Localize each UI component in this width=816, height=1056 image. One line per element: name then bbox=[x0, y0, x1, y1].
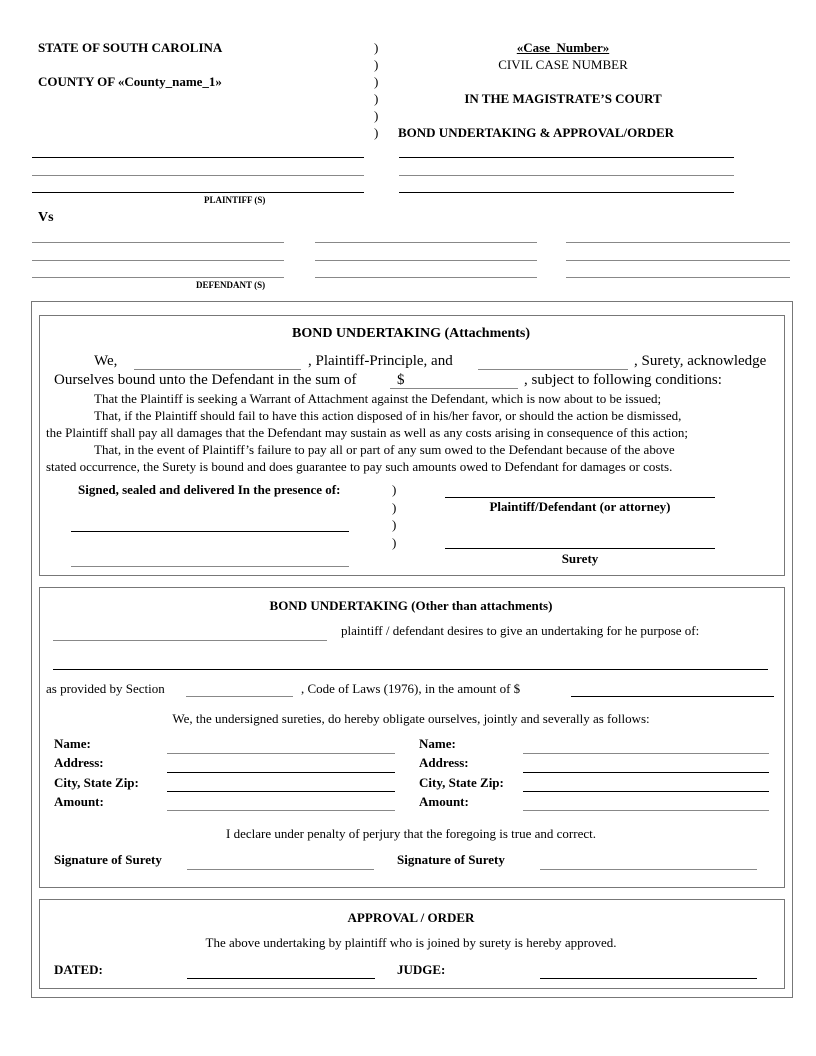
state-label: STATE OF SOUTH CAROLINA bbox=[38, 40, 223, 55]
amount-field[interactable] bbox=[571, 696, 774, 697]
plaintiff-principle-field[interactable] bbox=[134, 369, 301, 370]
condition-2a: That, if the Plaintiff should fail to have this action disposed of in his/her favor, or should the action be dismissed, bbox=[94, 408, 682, 423]
dated-field[interactable] bbox=[187, 978, 375, 979]
attachments-title: BOND UNDERTAKING (Attachments) bbox=[291, 326, 530, 341]
defendant-line[interactable] bbox=[32, 260, 284, 261]
surety2-address-field[interactable] bbox=[523, 772, 769, 773]
undersigned-text: We, the undersigned sureties, do hereby obligate ourselves, jointly and severally as follows: bbox=[172, 711, 650, 726]
condition-2b: the Plaintiff shall pay all damages that the Defendant may sustain as well as any costs arising in consequence of this action; bbox=[46, 425, 689, 440]
paren: ) bbox=[392, 517, 397, 532]
paren: ) bbox=[392, 535, 397, 550]
plaintiff-line[interactable] bbox=[32, 192, 364, 193]
case-info-line[interactable] bbox=[399, 157, 734, 158]
surety-ack-label: , Surety, acknowledge bbox=[634, 353, 767, 369]
plaintiff-label: PLAINTIFF (S) bbox=[204, 195, 266, 205]
court-label: IN THE MAGISTRATE’S COURT bbox=[464, 91, 662, 106]
surety-signature-label: Surety bbox=[561, 551, 599, 566]
condition-3a: That, in the event of Plaintiff’s failure to pay all or part of any sum owed to the Defendant because of the above bbox=[94, 442, 675, 457]
approval-text: The above undertaking by plaintiff who is joined by surety is hereby approved. bbox=[205, 935, 617, 950]
plaintiff-signature-label: Plaintiff/Defendant (or attorney) bbox=[489, 499, 671, 514]
surety1-address-field[interactable] bbox=[167, 772, 395, 773]
condition-3b: stated occurrence, the Surety is bound and does guarantee to pay such amounts owed to Defendant for damages or costs. bbox=[46, 459, 673, 474]
judge-signature-field[interactable] bbox=[540, 978, 757, 979]
address-label: Address: bbox=[54, 755, 104, 770]
sum-field[interactable] bbox=[390, 388, 518, 389]
city-label: City, State Zip: bbox=[419, 775, 504, 790]
surety-signature-label: Signature of Surety bbox=[54, 852, 162, 867]
surety2-amount-field[interactable] bbox=[523, 810, 769, 811]
defendant-label: DEFENDANT (S) bbox=[196, 280, 266, 290]
county-label: COUNTY OF «County_name_1» bbox=[38, 74, 222, 89]
vs-label: Vs bbox=[38, 210, 54, 225]
plaintiff-line[interactable] bbox=[32, 175, 364, 176]
approval-title: APPROVAL / ORDER bbox=[347, 910, 475, 925]
paren: ) bbox=[392, 482, 397, 497]
defendant-line[interactable] bbox=[315, 242, 537, 243]
paren: ) bbox=[374, 125, 379, 140]
surety1-name-field[interactable] bbox=[167, 753, 395, 754]
surety-signature-line[interactable] bbox=[445, 548, 715, 549]
party-name-field[interactable] bbox=[53, 640, 327, 641]
civil-case-number-label: CIVIL CASE NUMBER bbox=[498, 57, 628, 72]
code-label: , Code of Laws (1976), in the amount of $ bbox=[301, 681, 521, 696]
defendant-line[interactable] bbox=[566, 260, 790, 261]
witness-line[interactable] bbox=[71, 566, 349, 567]
case-number-text: «Case_Number» bbox=[516, 40, 610, 55]
paren: ) bbox=[374, 40, 379, 55]
defendant-line[interactable] bbox=[315, 277, 537, 278]
amount-label: Amount: bbox=[54, 794, 104, 809]
defendant-line[interactable] bbox=[566, 242, 790, 243]
witness-line[interactable] bbox=[71, 531, 349, 532]
signed-label: Signed, sealed and delivered In the presence of: bbox=[78, 482, 341, 497]
condition-1: That the Plaintiff is seeking a Warrant of Attachment against the Defendant, which is now about to be issued; bbox=[94, 391, 662, 406]
purpose-field[interactable] bbox=[53, 669, 768, 670]
city-label: City, State Zip: bbox=[54, 775, 139, 790]
surety1-city-field[interactable] bbox=[167, 791, 395, 792]
surety-field[interactable] bbox=[478, 369, 628, 370]
surety2-signature-field[interactable] bbox=[540, 869, 757, 870]
defendant-line[interactable] bbox=[32, 277, 284, 278]
dollar-sign: $ bbox=[397, 372, 405, 388]
paren: ) bbox=[374, 108, 379, 123]
section-field[interactable] bbox=[186, 696, 293, 697]
paren: ) bbox=[392, 500, 397, 515]
surety2-city-field[interactable] bbox=[523, 791, 769, 792]
amount-label: Amount: bbox=[419, 794, 469, 809]
surety2-name-field[interactable] bbox=[523, 753, 769, 754]
paren: ) bbox=[374, 91, 379, 106]
other-title: BOND UNDERTAKING (Other than attachments) bbox=[269, 598, 553, 613]
dated-label: DATED: bbox=[54, 962, 103, 977]
bound-label: Ourselves bound unto the Defendant in the sum of bbox=[54, 372, 357, 388]
plaintiff-principle-label: , Plaintiff-Principle, and bbox=[308, 353, 453, 369]
we-label: We, bbox=[94, 353, 118, 369]
paren: ) bbox=[374, 57, 379, 72]
subject-label: , subject to following conditions: bbox=[524, 372, 722, 388]
form-title: BOND UNDERTAKING & APPROVAL/ORDER bbox=[398, 125, 675, 140]
case-number bbox=[420, 40, 706, 56]
desires-label: plaintiff / defendant desires to give an undertaking for he purpose of: bbox=[341, 623, 700, 638]
judge-label: JUDGE: bbox=[397, 962, 446, 977]
declare-text: I declare under penalty of perjury that the foregoing is true and correct. bbox=[226, 826, 596, 841]
defendant-line[interactable] bbox=[32, 242, 284, 243]
surety-signature-label: Signature of Surety bbox=[397, 852, 505, 867]
plaintiff-signature-line[interactable] bbox=[445, 497, 715, 498]
defendant-line[interactable] bbox=[566, 277, 790, 278]
case-info-line[interactable] bbox=[399, 192, 734, 193]
name-label: Name: bbox=[419, 736, 456, 751]
defendant-line[interactable] bbox=[315, 260, 537, 261]
name-label: Name: bbox=[54, 736, 91, 751]
case-info-line[interactable] bbox=[399, 175, 734, 176]
surety1-signature-field[interactable] bbox=[187, 869, 374, 870]
plaintiff-line[interactable] bbox=[32, 157, 364, 158]
address-label: Address: bbox=[419, 755, 469, 770]
paren: ) bbox=[374, 74, 379, 89]
section-label: as provided by Section bbox=[46, 681, 165, 696]
surety1-amount-field[interactable] bbox=[167, 810, 395, 811]
